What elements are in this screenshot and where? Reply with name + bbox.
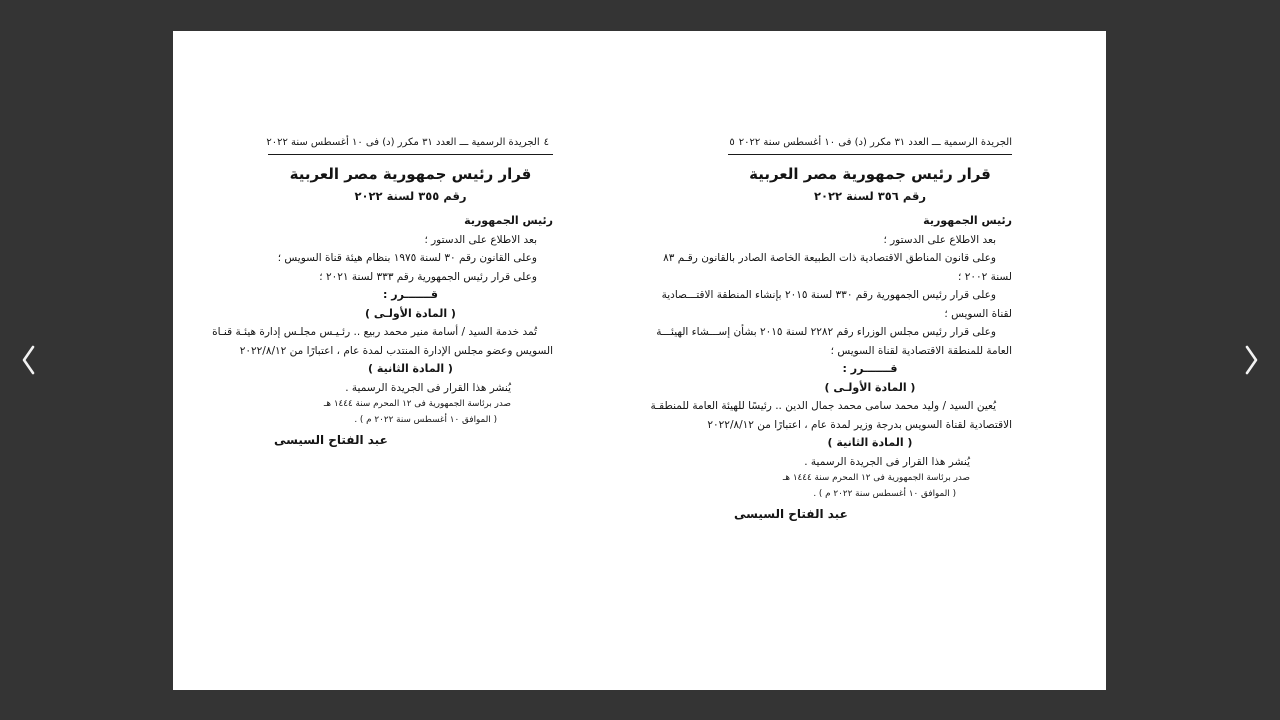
text-line: ( المادة الثانية ): [827, 436, 913, 449]
decree-body: [650, 212, 1012, 524]
decree-title: قرار رئيس جمهورية مصر العربية: [749, 165, 991, 183]
prev-page-button[interactable]: [6, 336, 52, 384]
text-line: رئيس الجمهورية: [464, 214, 553, 227]
text-line: بعد الاطلاع على الدستور ؛: [424, 233, 537, 246]
text-line: العامة للمنطقة الاقتصادية لقناة السويس ؛: [830, 344, 1012, 357]
text-line: قـــــــرر :: [842, 362, 898, 375]
text-line: يُنشر هذا القرار فى الجريدة الرسمية .: [804, 455, 970, 468]
next-page-button[interactable]: [1228, 336, 1274, 384]
decree-title: قرار رئيس جمهورية مصر العربية: [289, 165, 532, 183]
text-line: صدر برئاسة الجمهورية فى ١٢ المحرم سنة ١٤٤٤ هـ: [782, 473, 970, 483]
text-line: ( المادة الأولـى ): [824, 380, 916, 394]
page-header-text: الجريدة الرسمية ـــ العدد ٣١ مكرر (د) فى ١٠ أغسطس سنة ٢٠٢٢: [738, 137, 1012, 148]
text-line: عبد الفتاح السيسى: [734, 507, 848, 521]
page-header: [268, 134, 553, 155]
text-line: لسنة ٢٠٠٢ ؛: [958, 270, 1012, 283]
text-line: وعلى قرار رئيس مجلس الوزراء رقم ٢٢٨٢ لسنة ٢٠١٥ بشأن إســـشاء الهيئـــة: [656, 326, 996, 338]
text-line: تُمد خدمة السيد / أسامة منير محمد ربيع .. رئـيـس مجلـس إدارة هيئـة قنـاة: [212, 326, 537, 338]
chevron-right-icon: [1241, 344, 1261, 376]
text-line: لقناة السويس ؛: [944, 307, 1012, 320]
text-line: قـــــــرر :: [383, 288, 438, 301]
text-line: ( الموافق ١٠ أغسطس سنة ٢٠٢٢ م ) .: [813, 488, 956, 499]
text-line: وعلى القانون رقم ٣٠ لسنة ١٩٧٥ بنظام هيئة قناة السويس ؛: [277, 252, 537, 264]
page-number: ٤: [543, 137, 549, 148]
document-spread: [173, 31, 1106, 690]
text-line: السويس وعضو مجلس الإدارة المنتدب لمدة عام ، اعتبارًا من ٢٠٢٢/٨/١٢: [239, 344, 553, 357]
text-line: رئيس الجمهورية: [923, 214, 1012, 227]
text-line: ( المادة الثانية ): [368, 362, 453, 375]
page-left: [212, 134, 553, 450]
page-header-text: الجريدة الرسمية ـــ العدد ٣١ مكرر (د) فى ١٠ أغسطس سنة ٢٠٢٢: [266, 137, 540, 148]
text-line: ( المادة الأولـى ): [365, 306, 456, 320]
text-line: بعد الاطلاع على الدستور ؛: [883, 233, 996, 246]
text-line: صدر برئاسة الجمهورية فى ١٢ المحرم سنة ١٤٤٤ هـ: [323, 399, 511, 409]
decree-body: [212, 212, 553, 450]
text-line: يُنشر هذا القرار فى الجريدة الرسمية .: [345, 381, 511, 394]
text-line: عبد الفتاح السيسى: [274, 433, 388, 447]
chevron-left-icon: [19, 344, 39, 376]
text-line: وعلى قرار رئيس الجمهورية رقم ٣٣٣ لسنة ٢٠٢١ ؛: [319, 270, 537, 283]
page-header: [728, 134, 1012, 155]
text-line: الاقتصادية لقناة السويس بدرجة وزير لمدة عام ، اعتبارًا من ٢٠٢٢/٨/١٢: [707, 418, 1012, 431]
text-line: وعلى قانون المناطق الاقتصادية ذات الطبيعة الخاصة الصادر بالقانون رقـم ٨٣: [663, 252, 996, 264]
decree-number: رقم ٣٥٦ لسنة ٢٠٢٢: [813, 189, 927, 203]
decree-number: رقم ٣٥٥ لسنة ٢٠٢٢: [354, 189, 467, 203]
page-right: [650, 134, 1012, 524]
page-number: ٥: [729, 137, 735, 148]
text-line: ( الموافق ١٠ أغسطس سنة ٢٠٢٢ م ) .: [354, 414, 497, 425]
text-line: يُعين السيد / وليد محمد سامى محمد جمال الدين .. رئيسًا للهيئة العامة للمنطقـة: [650, 400, 996, 412]
text-line: وعلى قرار رئيس الجمهورية رقم ٣٣٠ لسنة ٢٠١٥ بإنشاء المنطقة الاقتـــصادية: [661, 289, 996, 301]
